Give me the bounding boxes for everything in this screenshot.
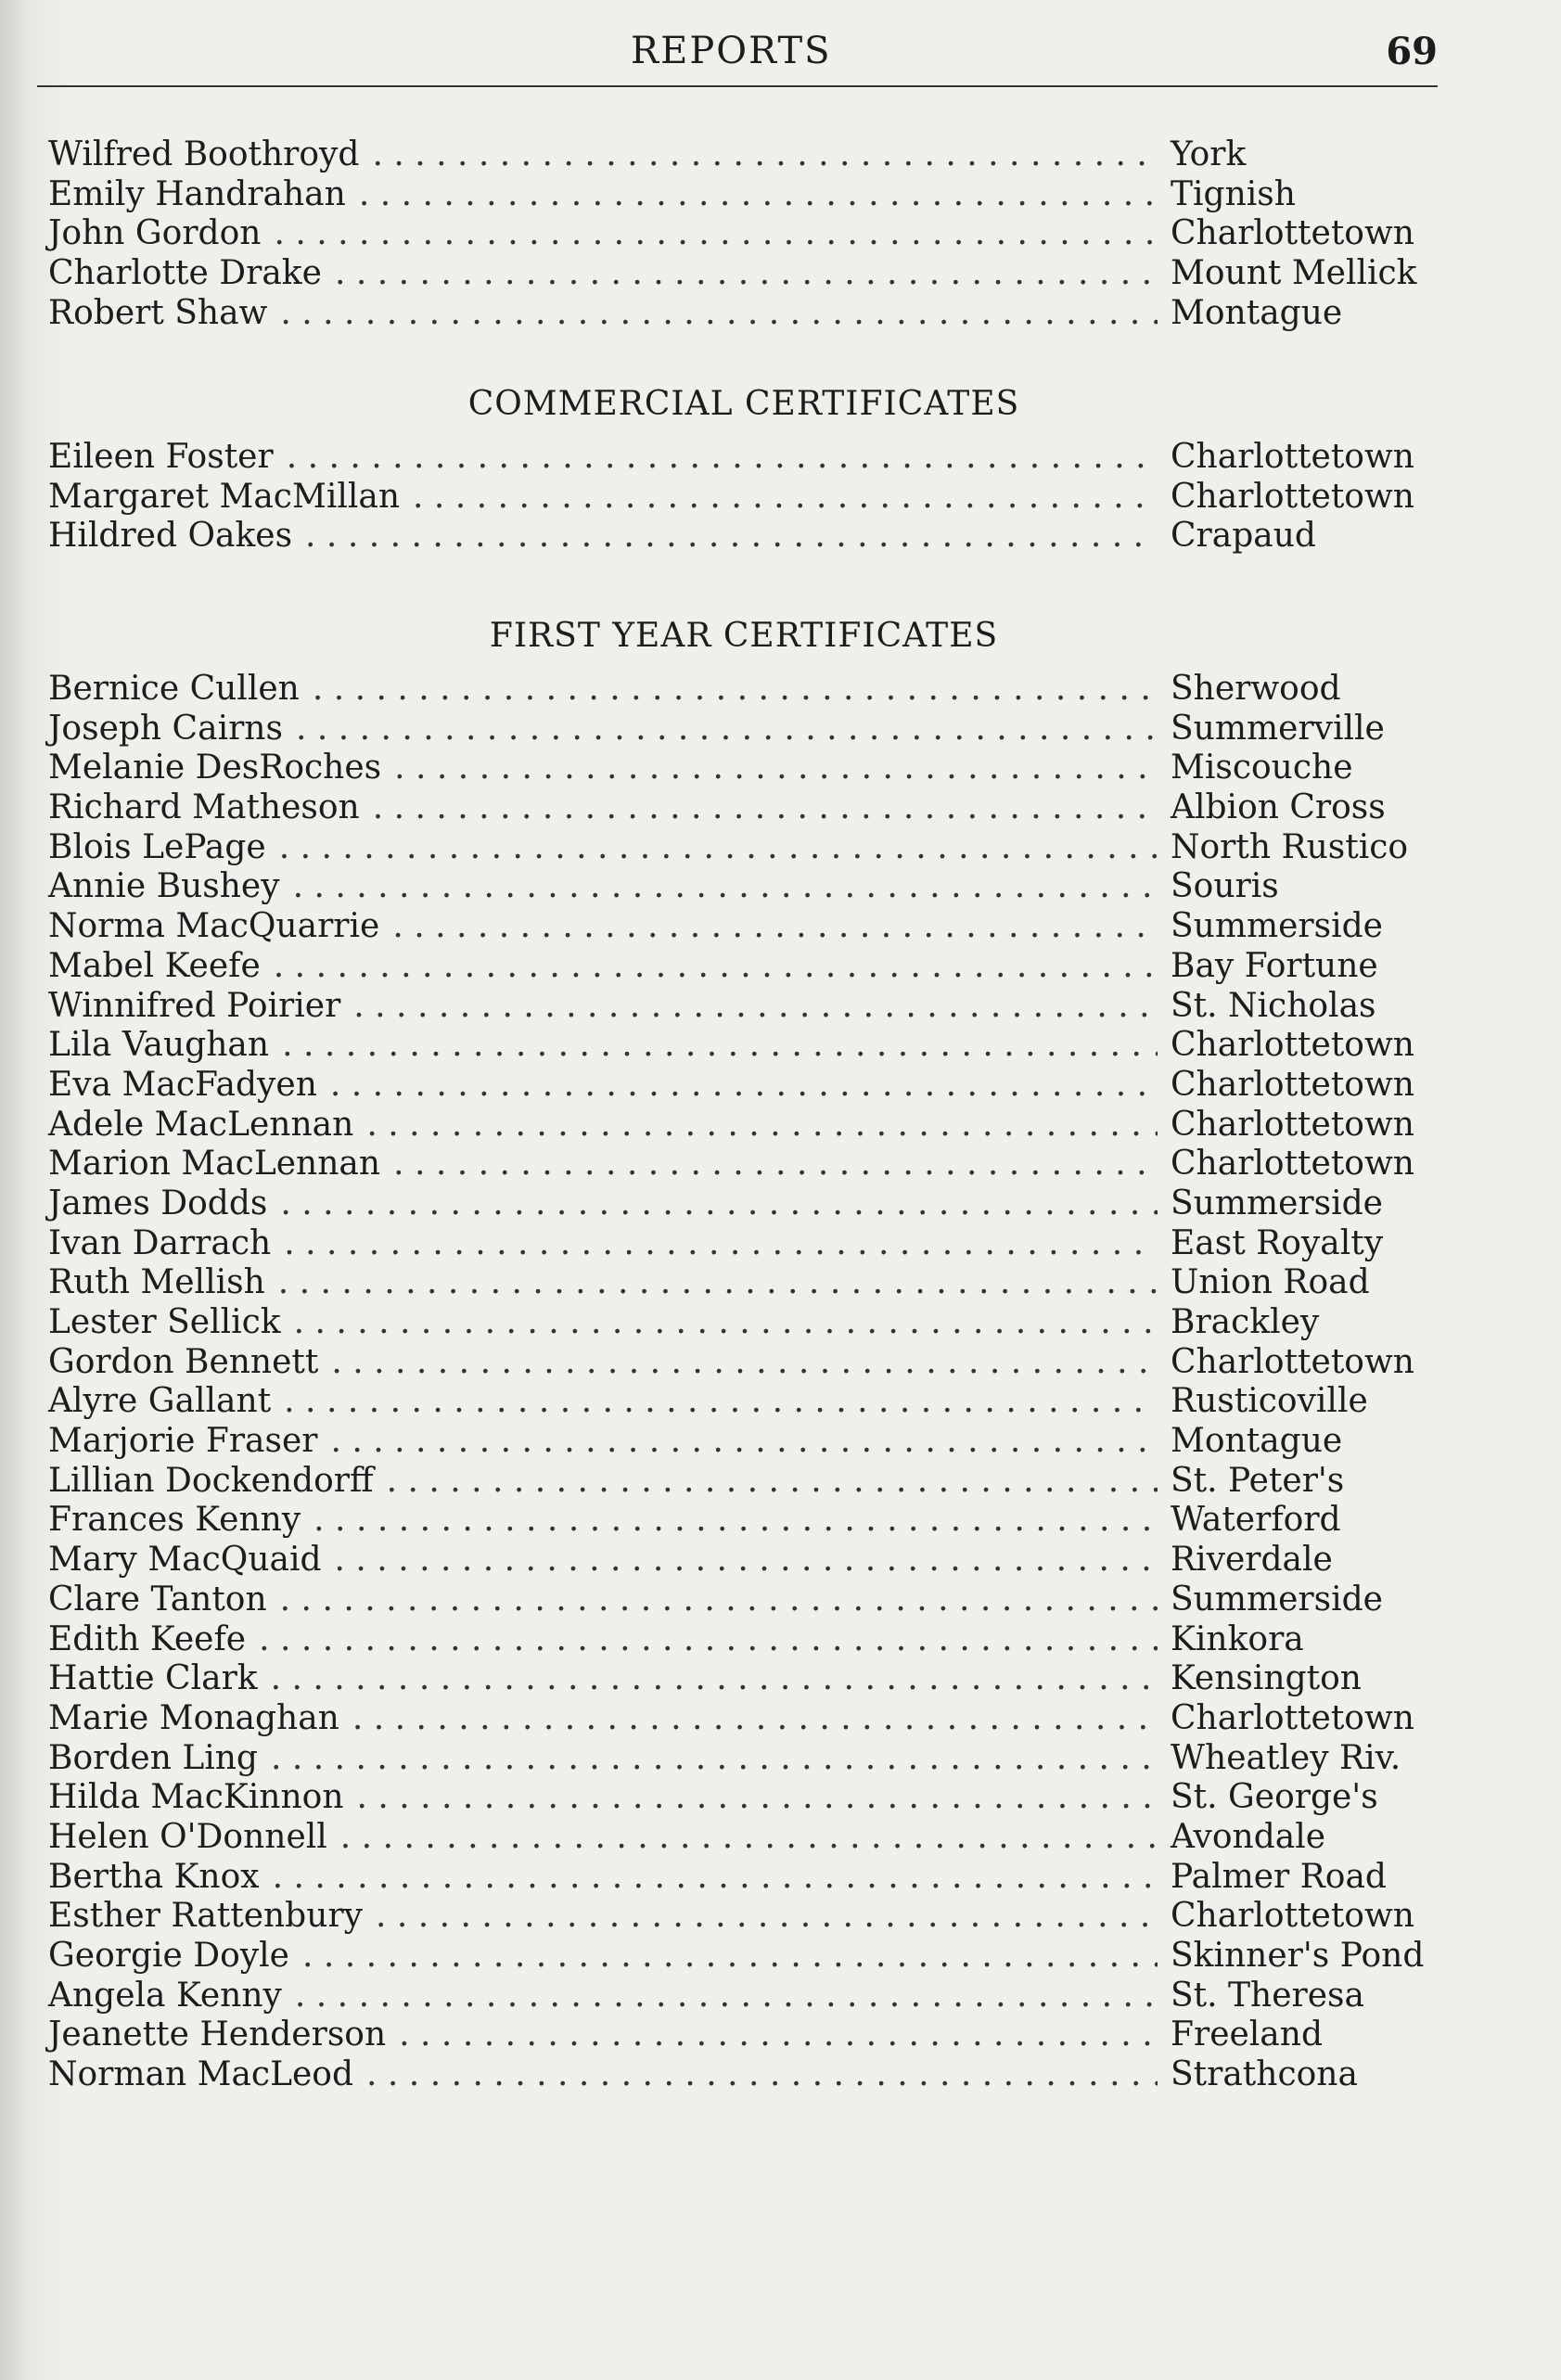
person-name: Joseph Cairns [48,709,283,748]
person-name: Emily Handrahan [48,174,346,213]
person-name: Esther Rattenbury [48,1897,363,1936]
person-name: Eva MacFadyen [48,1065,317,1104]
person-name: Wilfred Boothroyd [48,135,360,173]
place-name: Montague [1171,293,1343,332]
section-heading: FIRST YEAR CERTIFICATES [489,617,999,655]
list-item [48,1066,1439,1106]
dot-leader [357,1778,1158,1818]
list-item [48,1580,1439,1620]
top-name-list [48,135,1439,333]
place-name: Wheatley Riv. [1171,1738,1401,1777]
list-item [48,867,1439,907]
person-name: Marjorie Fraser [48,1422,318,1461]
list-item [48,1224,1439,1264]
dot-leader [330,1066,1158,1106]
person-name: Robert Shaw [48,293,268,332]
place-name: Miscouche [1171,749,1353,787]
place-name: Summerside [1171,1184,1383,1222]
list-item [48,1541,1439,1580]
person-name: Hattie Clark [48,1659,258,1698]
place-name: Kinkora [1171,1619,1304,1658]
place-name: St. Theresa [1171,1976,1364,2015]
place-name: Sherwood [1171,670,1341,708]
list-item [48,1897,1439,1937]
list-item [48,710,1439,749]
place-name: Union Road [1171,1263,1370,1302]
list-item [48,1263,1439,1303]
place-name: Crapaud [1171,517,1316,556]
place-name: Charlottetown [1171,477,1414,516]
place-name: Charlottetown [1171,1145,1414,1184]
person-name: Hilda MacKinnon [48,1778,344,1817]
person-name: Alyre Gallant [48,1382,272,1421]
dot-leader [366,1106,1158,1145]
list-item [48,175,1439,215]
place-name: Albion Cross [1171,788,1386,827]
place-name: Skinner's Pond [1171,1937,1425,1975]
person-name: Norman MacLeod [48,2055,354,2094]
person-name: Georgie Doyle [48,1937,289,1975]
list-item [48,907,1439,947]
person-name: Lila Vaughan [48,1026,270,1065]
list-item [48,2055,1439,2095]
list-item [48,1343,1439,1383]
list-item [48,1818,1439,1858]
dot-leader [394,749,1158,788]
list-item [48,1778,1439,1818]
dot-leader [284,1224,1158,1264]
place-name: Strathcona [1171,2055,1358,2094]
dot-leader [271,1739,1158,1779]
person-name: Marie Monaghan [48,1698,339,1737]
dot-leader [274,947,1158,987]
list-item [48,1184,1439,1224]
first-year-certificates-section [48,608,1439,2095]
list-item [48,1977,1439,2016]
list-item [48,1501,1439,1541]
list-item [48,517,1439,557]
list-item [48,2015,1439,2055]
person-name: Ivan Darrach [48,1223,272,1262]
person-name: Gordon Bennett [48,1342,319,1381]
place-name: Summerville [1171,709,1385,748]
list-item [48,1659,1439,1699]
dot-leader [331,1343,1158,1383]
place-name: St. Peter's [1171,1461,1345,1500]
list-item [48,670,1439,710]
dot-leader [387,1462,1158,1502]
dot-leader [271,1659,1158,1699]
list-item [48,1145,1439,1184]
dot-leader [313,1501,1158,1541]
dot-leader [352,1699,1158,1739]
place-name: York [1171,135,1247,173]
dot-leader [340,1818,1158,1858]
section-heading: COMMERCIAL CERTIFICATES [467,385,1020,423]
list-item [48,1422,1439,1462]
place-name: St. George's [1171,1778,1378,1817]
place-name: East Royalty [1171,1223,1384,1262]
running-title: REPORTS [631,30,832,72]
dot-leader [330,1422,1158,1462]
place-name: St. Nicholas [1171,986,1376,1025]
commercial-certificates-section [48,377,1439,557]
place-name: Charlottetown [1171,1342,1414,1381]
place-name: Kensington [1171,1659,1362,1698]
place-name: Summerside [1171,1580,1383,1619]
person-name: Bernice Cullen [48,670,300,708]
list-item [48,1937,1439,1977]
list-item [48,478,1439,518]
list-item [48,1620,1439,1660]
place-name: Waterford [1171,1501,1341,1540]
dot-leader [353,987,1158,1027]
dot-leader [279,828,1158,868]
dot-leader [302,1937,1158,1977]
person-name: Adele MacLennan [48,1105,354,1144]
person-name: Charlotte Drake [48,254,322,293]
list-item [48,749,1439,788]
dot-leader [393,1145,1158,1184]
place-name: Rusticoville [1171,1382,1368,1421]
dot-leader [278,1263,1158,1303]
list-item [48,1026,1439,1066]
dot-leader [359,175,1158,215]
place-name: Charlottetown [1171,214,1414,253]
person-name: Melanie DesRoches [48,749,382,787]
person-name: Lester Sellick [48,1303,281,1341]
place-name: Montague [1171,1422,1343,1461]
person-name: Blois LePage [48,827,266,866]
person-name: Helen O'Donnell [48,1817,327,1856]
person-name: Edith Keefe [48,1619,247,1658]
person-name: Richard Matheson [48,788,360,827]
dot-leader [274,214,1158,254]
dot-leader [295,1977,1158,2016]
list-item [48,1303,1439,1343]
list-item [48,947,1439,987]
dot-leader [284,1382,1158,1422]
place-name: North Rustico [1171,827,1409,866]
list-item [48,1382,1439,1422]
person-name: Eileen Foster [48,438,274,476]
page-number: 69 [1386,30,1438,73]
place-name: Mount Mellick [1171,254,1417,293]
person-name: Margaret MacMillan [48,477,401,516]
list-item [48,254,1439,294]
place-name: Charlottetown [1171,1897,1414,1936]
person-name: Winnifred Poirier [48,986,341,1025]
list-item [48,294,1439,334]
list-item [48,1106,1439,1145]
dot-leader [313,670,1158,710]
dot-leader [282,1026,1158,1066]
place-name: Charlottetown [1171,1026,1414,1065]
person-name: Borden Ling [48,1738,258,1777]
person-name: Jeanette Henderson [48,2015,387,2054]
list-item [48,438,1439,478]
list-item [48,828,1439,868]
list-item [48,214,1439,254]
dot-leader [366,2055,1158,2095]
dot-leader [287,438,1158,478]
dot-leader [280,1580,1158,1620]
dot-leader [305,517,1158,557]
place-name: Brackley [1171,1303,1320,1341]
place-name: Charlottetown [1171,438,1414,476]
place-name: Tignish [1171,174,1296,213]
dot-leader [335,254,1158,294]
place-name: Souris [1171,867,1279,906]
dot-leader [335,1541,1158,1580]
person-name: Annie Bushey [48,867,280,906]
person-name: Hildred Oakes [48,517,293,556]
place-name: Riverdale [1171,1541,1333,1580]
dot-leader [280,294,1158,334]
person-name: Lillian Dockendorff [48,1461,374,1500]
place-name: Charlottetown [1171,1065,1414,1104]
place-name: Bay Fortune [1171,946,1378,985]
place-name: Charlottetown [1171,1698,1414,1737]
place-name: Summerside [1171,907,1383,946]
list-item [48,788,1439,828]
dot-leader [373,788,1158,828]
list-item [48,135,1439,175]
place-name: Avondale [1171,1817,1326,1856]
list-item [48,1858,1439,1898]
person-name: Bertha Knox [48,1857,260,1896]
person-name: Norma MacQuarrie [48,907,380,946]
dot-leader [259,1620,1158,1660]
person-name: Angela Kenny [48,1976,282,2015]
dot-leader [280,1184,1158,1224]
person-name: Mabel Keefe [48,946,261,985]
list-item [48,1699,1439,1739]
dot-leader [376,1897,1158,1937]
dot-leader [372,135,1158,175]
dot-leader [273,1858,1158,1898]
dot-leader [399,2015,1158,2055]
person-name: James Dodds [48,1184,268,1222]
person-name: John Gordon [48,214,262,253]
list-item [48,1739,1439,1779]
place-name: Freeland [1171,2015,1324,2054]
dot-leader [293,867,1158,907]
dot-leader [296,710,1158,749]
dot-leader [413,478,1158,518]
person-name: Frances Kenny [48,1501,301,1540]
person-name: Clare Tanton [48,1580,267,1619]
person-name: Mary MacQuaid [48,1541,322,1580]
list-item [48,1462,1439,1502]
list-item [48,987,1439,1027]
person-name: Ruth Mellish [48,1263,265,1302]
page-header [37,26,1438,87]
place-name: Palmer Road [1171,1857,1387,1896]
place-name: Charlottetown [1171,1105,1414,1144]
person-name: Marion MacLennan [48,1145,381,1184]
dot-leader [294,1303,1158,1343]
dot-leader [392,907,1158,947]
